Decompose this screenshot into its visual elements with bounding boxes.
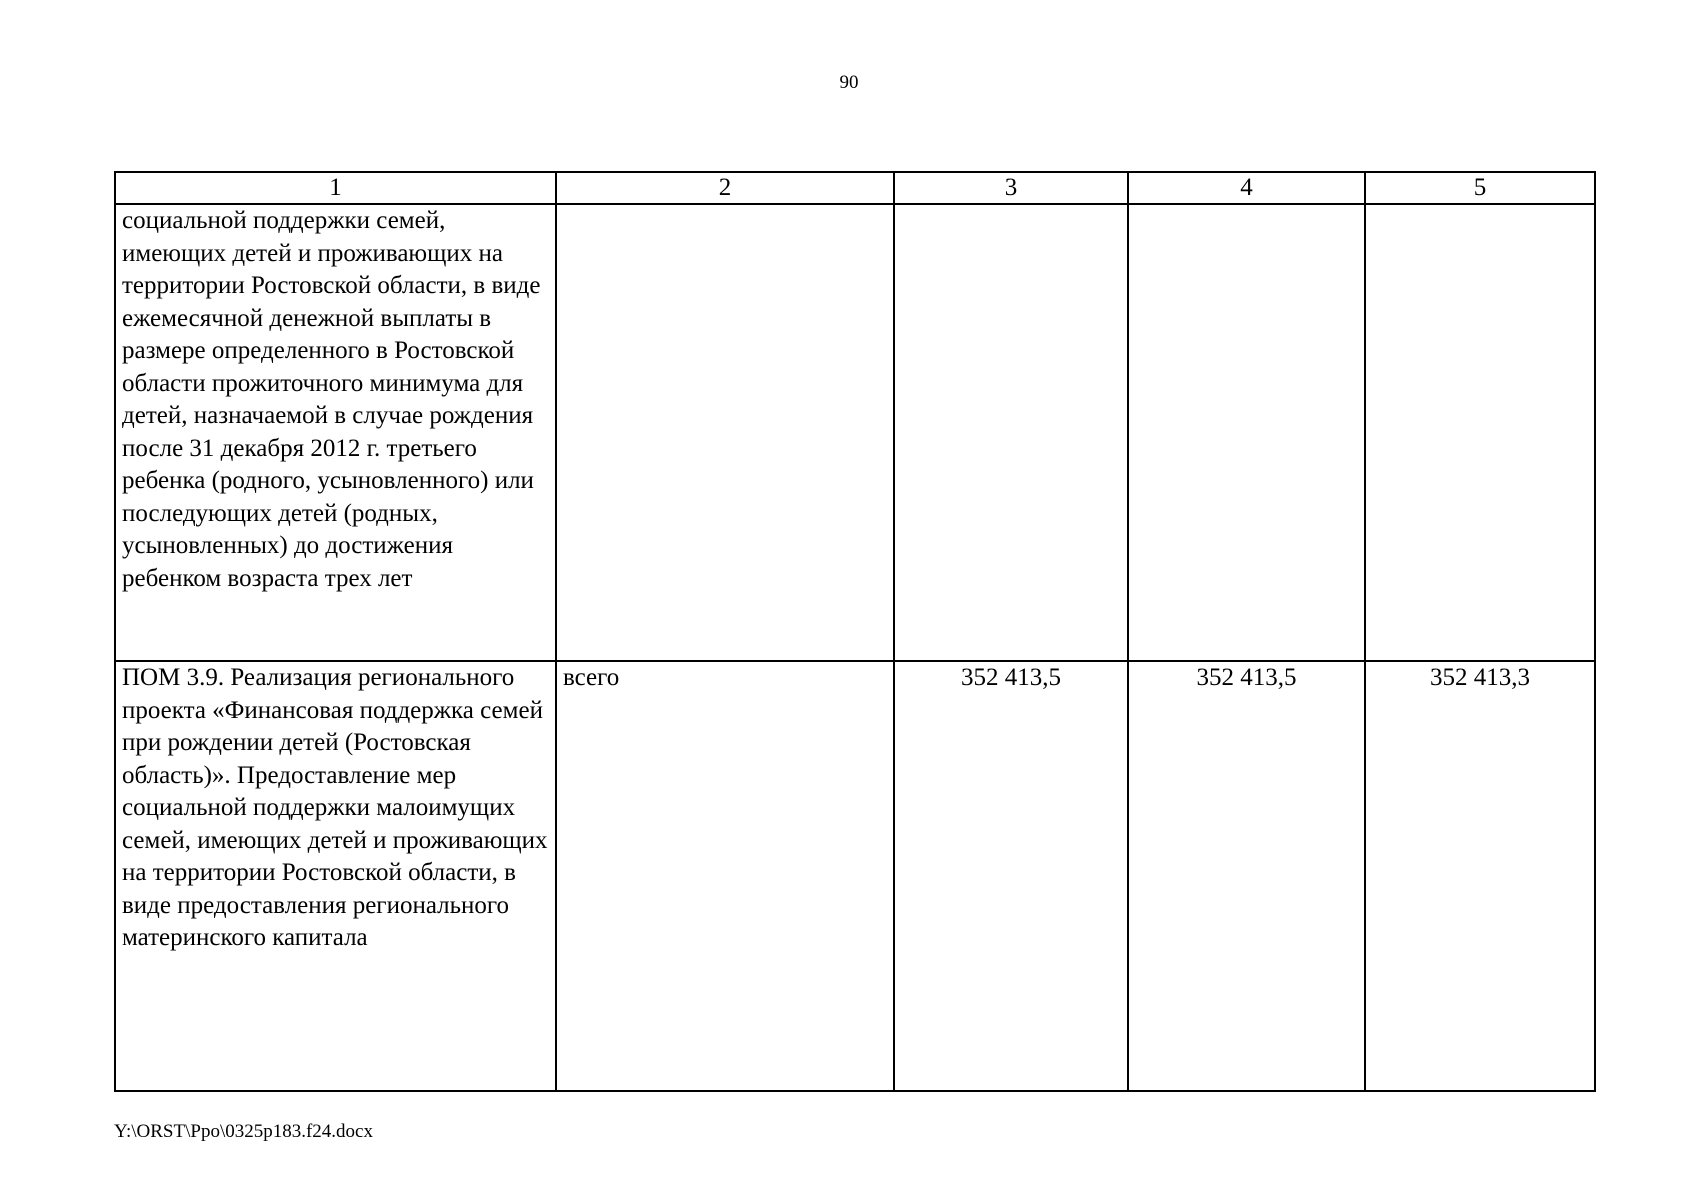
header-cell-2: 2 [556, 172, 894, 204]
row2-source: всего [556, 661, 894, 1091]
header-cell-4: 4 [1128, 172, 1365, 204]
header-cell-3: 3 [894, 172, 1128, 204]
row2-value-3: 352 413,5 [894, 661, 1128, 1091]
row1-value-4 [1128, 204, 1365, 661]
table-row [115, 661, 1595, 1091]
row1-value-5 [1365, 204, 1595, 661]
row1-description: социальной поддержки семей, имеющих детей и проживающих на территории Ростовской области, в виде ежемесячной денежной выплаты в размере определенного в Ростовской области прожиточного минимума для детей, назначаемой в случае рождения после 31 декабря 2012 г. третьего ребенка (родного, усыновленного) или последующих детей (родных, усыновленных) до достижения ребенком возраста трех лет [115, 204, 556, 661]
header-cell-1: 1 [115, 172, 556, 204]
header-cell-5: 5 [1365, 172, 1595, 204]
row2-value-5: 352 413,3 [1365, 661, 1595, 1091]
table-header-row [115, 172, 1595, 204]
row1-source [556, 204, 894, 661]
page-number: 90 [839, 72, 859, 93]
data-table [114, 171, 1596, 1092]
row1-value-3 [894, 204, 1128, 661]
file-path-footer: Y:\ORST\Ppo\0325p183.f24.docx [114, 1121, 373, 1142]
row2-description: ПОМ 3.9. Реализация регионального проекта «Финансовая поддержка семей при рождении детей (Ростовская область)». Предоставление мер социальной поддержки малоимущих семей, имеющих детей и проживающих на территории Ростовской области, в виде предоставления регионального материнского капитала [115, 661, 556, 1091]
table-row [115, 204, 1595, 661]
row2-value-4: 352 413,5 [1128, 661, 1365, 1091]
